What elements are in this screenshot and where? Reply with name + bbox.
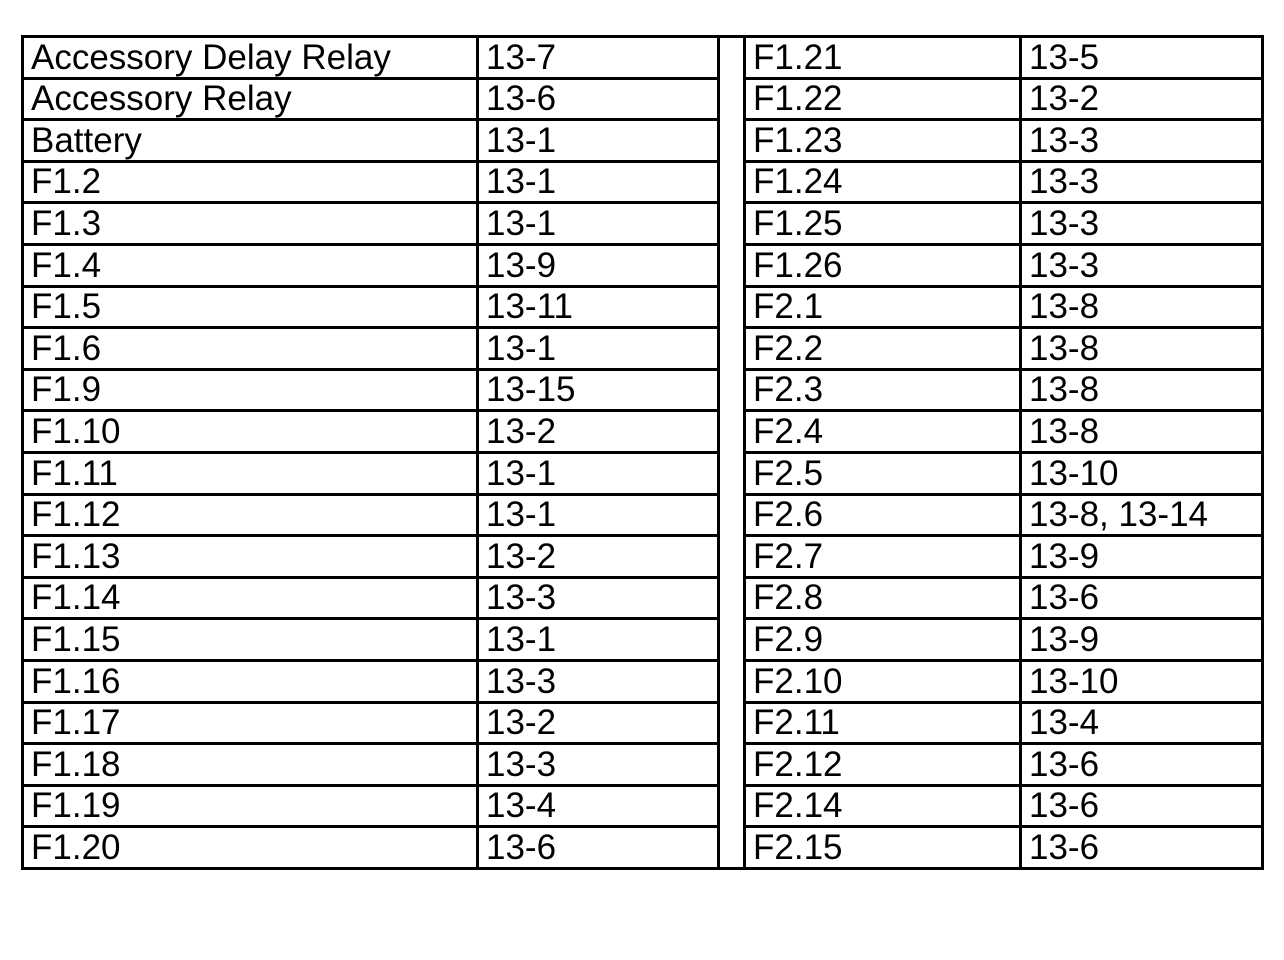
component-name-cell: F1.22: [745, 78, 1021, 120]
table-row: [23, 660, 1263, 702]
page-reference-cell: 13-5: [1021, 37, 1263, 79]
component-name-cell: F1.3: [23, 203, 478, 245]
page-reference-cell: 13-10: [1021, 660, 1263, 702]
table-row: [23, 37, 1263, 79]
table-row: [23, 536, 1263, 578]
component-name-cell: Accessory Delay Relay: [23, 37, 478, 79]
page-reference-cell: 13-1: [478, 494, 719, 536]
table-row: [23, 494, 1263, 536]
page-reference-cell: 13-2: [478, 702, 719, 744]
table-row: [23, 328, 1263, 370]
page-reference-cell: 13-1: [478, 203, 719, 245]
page-reference-cell: 13-9: [478, 244, 719, 286]
page-reference-cell: 13-7: [478, 37, 719, 79]
component-name-cell: F1.4: [23, 244, 478, 286]
component-name-cell: F1.25: [745, 203, 1021, 245]
table-row: [23, 78, 1263, 120]
page-reference-cell: 13-3: [1021, 161, 1263, 203]
component-name-cell: F2.1: [745, 286, 1021, 328]
page-reference-cell: 13-6: [1021, 827, 1263, 869]
page-reference-cell: 13-8, 13-14: [1021, 494, 1263, 536]
page-reference-cell: 13-1: [478, 120, 719, 162]
component-name-cell: F2.9: [745, 619, 1021, 661]
table-row: [23, 577, 1263, 619]
table-row: [23, 619, 1263, 661]
component-name-cell: F1.14: [23, 577, 478, 619]
component-index-table: [21, 35, 1264, 870]
component-name-cell: F1.2: [23, 161, 478, 203]
table-row: [23, 744, 1263, 786]
page-reference-cell: 13-11: [478, 286, 719, 328]
page-reference-cell: 13-2: [1021, 78, 1263, 120]
component-name-cell: F1.9: [23, 369, 478, 411]
page-reference-cell: 13-6: [1021, 744, 1263, 786]
page-reference-cell: 13-3: [1021, 244, 1263, 286]
page-reference-cell: 13-9: [1021, 536, 1263, 578]
component-name-cell: F2.6: [745, 494, 1021, 536]
page-reference-cell: 13-10: [1021, 452, 1263, 494]
page-reference-cell: 13-4: [478, 785, 719, 827]
page-reference-cell: 13-1: [478, 452, 719, 494]
page-reference-cell: 13-6: [478, 827, 719, 869]
component-name-cell: F1.6: [23, 328, 478, 370]
component-name-cell: F1.23: [745, 120, 1021, 162]
component-name-cell: F2.11: [745, 702, 1021, 744]
page-reference-cell: 13-6: [478, 78, 719, 120]
component-name-cell: F1.11: [23, 452, 478, 494]
component-name-cell: F1.19: [23, 785, 478, 827]
component-name-cell: F2.12: [745, 744, 1021, 786]
page-reference-cell: 13-8: [1021, 369, 1263, 411]
table-row: [23, 785, 1263, 827]
page-reference-cell: 13-15: [478, 369, 719, 411]
page-reference-cell: 13-8: [1021, 411, 1263, 453]
component-name-cell: F1.10: [23, 411, 478, 453]
column-divider: [719, 37, 745, 869]
page-reference-cell: 13-3: [1021, 203, 1263, 245]
page-reference-cell: 13-2: [478, 411, 719, 453]
component-name-cell: F2.4: [745, 411, 1021, 453]
page-reference-cell: 13-6: [1021, 577, 1263, 619]
component-name-cell: F2.7: [745, 536, 1021, 578]
component-name-cell: F1.17: [23, 702, 478, 744]
page-reference-cell: 13-1: [478, 328, 719, 370]
table-row: [23, 369, 1263, 411]
table-row: [23, 827, 1263, 869]
table-row: [23, 286, 1263, 328]
component-name-cell: F1.5: [23, 286, 478, 328]
component-name-cell: F2.10: [745, 660, 1021, 702]
page-reference-cell: 13-9: [1021, 619, 1263, 661]
component-name-cell: F1.20: [23, 827, 478, 869]
table-row: [23, 120, 1263, 162]
component-name-cell: F2.2: [745, 328, 1021, 370]
table-row: [23, 203, 1263, 245]
table-row: [23, 702, 1263, 744]
table-body: [23, 37, 1263, 869]
page-reference-cell: 13-1: [478, 619, 719, 661]
component-name-cell: F1.15: [23, 619, 478, 661]
page-reference-cell: 13-8: [1021, 328, 1263, 370]
page-reference-cell: 13-3: [478, 660, 719, 702]
component-name-cell: Accessory Relay: [23, 78, 478, 120]
table-row: [23, 161, 1263, 203]
page-reference-cell: 13-4: [1021, 702, 1263, 744]
table-row: [23, 244, 1263, 286]
component-name-cell: F1.12: [23, 494, 478, 536]
component-name-cell: F1.21: [745, 37, 1021, 79]
page-reference-cell: 13-3: [478, 744, 719, 786]
page-reference-cell: 13-6: [1021, 785, 1263, 827]
page-reference-cell: 13-3: [1021, 120, 1263, 162]
component-name-cell: F2.5: [745, 452, 1021, 494]
page-reference-cell: 13-1: [478, 161, 719, 203]
component-name-cell: F2.3: [745, 369, 1021, 411]
page-reference-cell: 13-3: [478, 577, 719, 619]
component-name-cell: F1.13: [23, 536, 478, 578]
table-row: [23, 452, 1263, 494]
component-name-cell: F2.15: [745, 827, 1021, 869]
component-name-cell: F1.26: [745, 244, 1021, 286]
component-name-cell: F2.8: [745, 577, 1021, 619]
component-name-cell: Battery: [23, 120, 478, 162]
page-reference-cell: 13-2: [478, 536, 719, 578]
component-name-cell: F2.14: [745, 785, 1021, 827]
page-reference-cell: 13-8: [1021, 286, 1263, 328]
component-name-cell: F1.24: [745, 161, 1021, 203]
table-row: [23, 411, 1263, 453]
component-name-cell: F1.16: [23, 660, 478, 702]
component-name-cell: F1.18: [23, 744, 478, 786]
